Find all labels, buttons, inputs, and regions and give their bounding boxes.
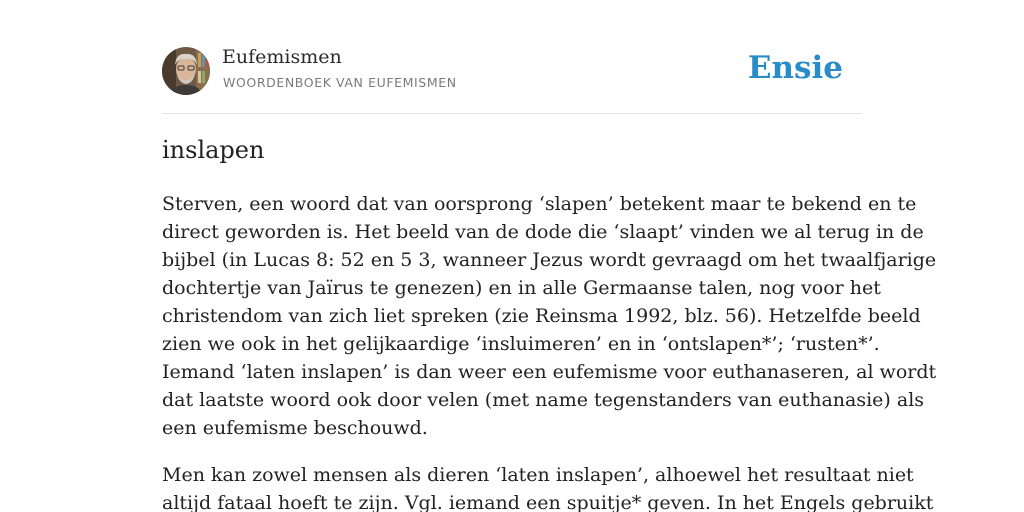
paragraph-line: bijbel (in Lucas 8: 52 en 5 3, wanneer Jezus wordt gevraagd om het twaalfjarige (162, 249, 937, 271)
avatar[interactable] (162, 47, 210, 95)
paragraph-line: altijd fataal hoeft te zijn. Vgl. iemand een spuitje* geven. In het Engels gebruikt (162, 492, 934, 512)
author-subtitle[interactable]: WOORDENBOEK VAN EUFEMISMEN (223, 75, 457, 90)
paragraph-line: Iemand ‘laten inslapen’ is dan weer een eufemisme voor euthanaseren, al wordt (162, 361, 937, 383)
author-name[interactable]: Eufemismen (222, 46, 342, 68)
paragraph-line: een eufemisme beschouwd. (162, 417, 428, 439)
brand-logo[interactable]: Ensie (747, 50, 843, 86)
paragraph-line: Men kan zowel mensen als dieren ‘laten inslapen’, alhoewel het resultaat niet (162, 464, 914, 486)
paragraph-line: christendom van zich liet spreken (zie Reinsma 1992, blz. 56). Hetzelfde beeld (162, 305, 921, 327)
entry-paragraph (162, 190, 937, 442)
paragraph-line: zien we ook in het gelijkaardige ‘insluimeren’ en in ‘ontslapen*’; ‘rusten*’. (162, 333, 880, 355)
paragraph-line: direct geworden is. Het beeld van de dode die ‘slaapt’ vinden we al terug in de (162, 221, 924, 243)
page-container (162, 0, 937, 512)
entry-title: inslapen (162, 136, 265, 164)
header (162, 0, 862, 114)
entry-paragraph (162, 461, 934, 512)
paragraph-line: dochtertje van Jaïrus te genezen) en in alle Germaanse talen, nog voor het (162, 277, 881, 299)
paragraph-line: dat laatste woord ook door velen (met name tegenstanders van euthanasie) als (162, 389, 925, 411)
paragraph-line: Sterven, een woord dat van oorsprong ‘slapen’ betekent maar te bekend en te (162, 193, 917, 215)
avatar-image (162, 47, 210, 95)
